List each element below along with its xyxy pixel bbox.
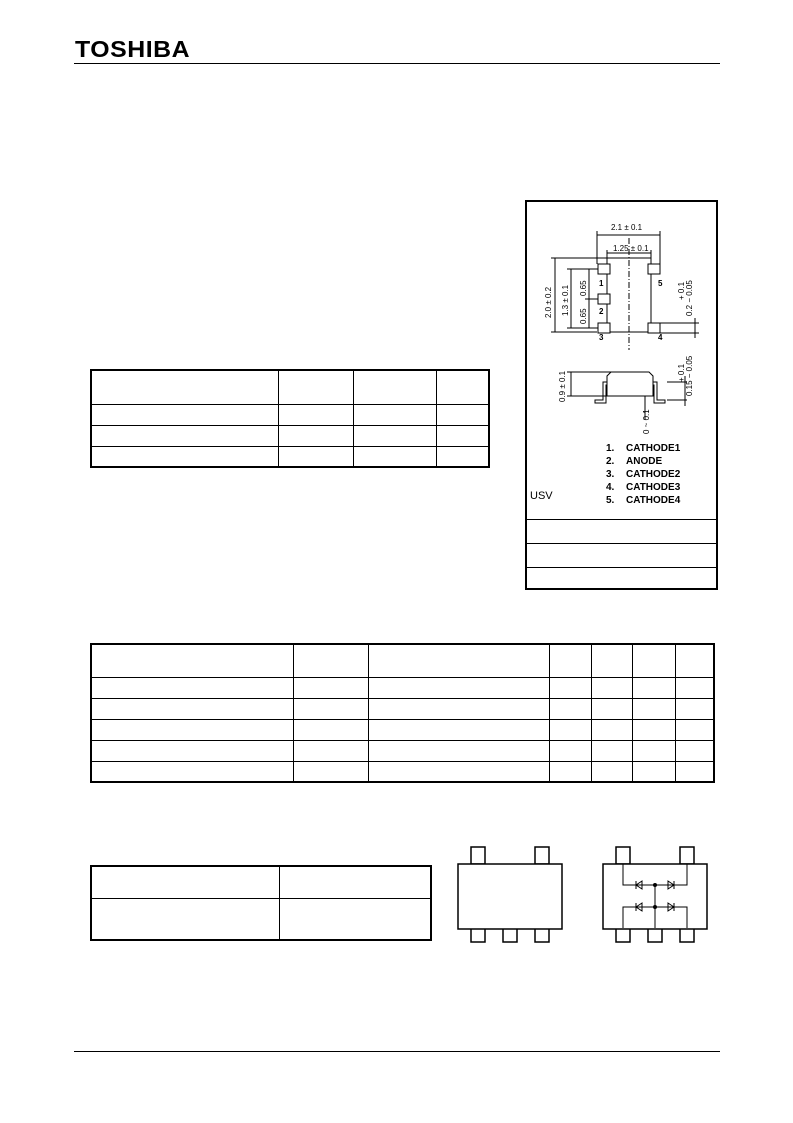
marking-outline-drawing [455,845,565,945]
dim-body-width: 1.25 ± 0.1 [613,244,649,253]
pin-item: 2. ANODE [606,456,663,467]
pin-item: 4. CATHODE3 [606,482,681,493]
marking-table [90,865,432,941]
ratings-table [90,369,490,468]
dim-pitch-lower: 0.65 [579,308,588,324]
dim-lead-span: 1.3 ± 0.1 [561,284,570,316]
pin-number-1: 1 [599,279,604,288]
pin-item: 5. CATHODE4 [606,495,681,506]
pin-item: 3. CATHODE2 [606,469,681,480]
pin-number-4: 4 [658,333,663,342]
equivalent-circuit-drawing [600,845,710,945]
pin-number-3: 3 [599,333,604,342]
lead-2 [598,294,610,304]
footer-rule [74,1051,720,1052]
dim-lead-thickness-tol: + 0.1 [677,363,686,382]
lead-3 [598,323,610,333]
package-drawing [527,210,715,440]
package-name: USV [530,490,553,502]
dim-pitch-upper: 0.65 [579,280,588,296]
dim-body-height: 0.9 ± 0.1 [558,370,567,402]
characteristics-table [90,643,715,783]
package-body-side-view [607,372,653,396]
pin-assignment-list [606,442,680,507]
lead-5 [648,264,660,274]
dim-lead-thickness: 0.15 − 0.05 [685,355,694,396]
brand-logo: TOSHIBA [75,36,191,62]
pin-item: 1. CATHODE1 [606,443,681,454]
lead-4 [648,323,660,333]
dim-standoff: 0 ~ 0.1 [642,409,651,434]
header-rule [74,63,720,64]
dim-height-overall: 2.0 ± 0.2 [544,286,553,318]
dim-width-overall: 2.1 ± 0.1 [611,223,643,232]
dim-lead-width: 0.2 − 0.05 [685,280,694,316]
pin-number-5: 5 [658,279,663,288]
dim-lead-width-tol: + 0.1 [677,281,686,300]
pin-number-2: 2 [599,307,604,316]
lead-1 [598,264,610,274]
